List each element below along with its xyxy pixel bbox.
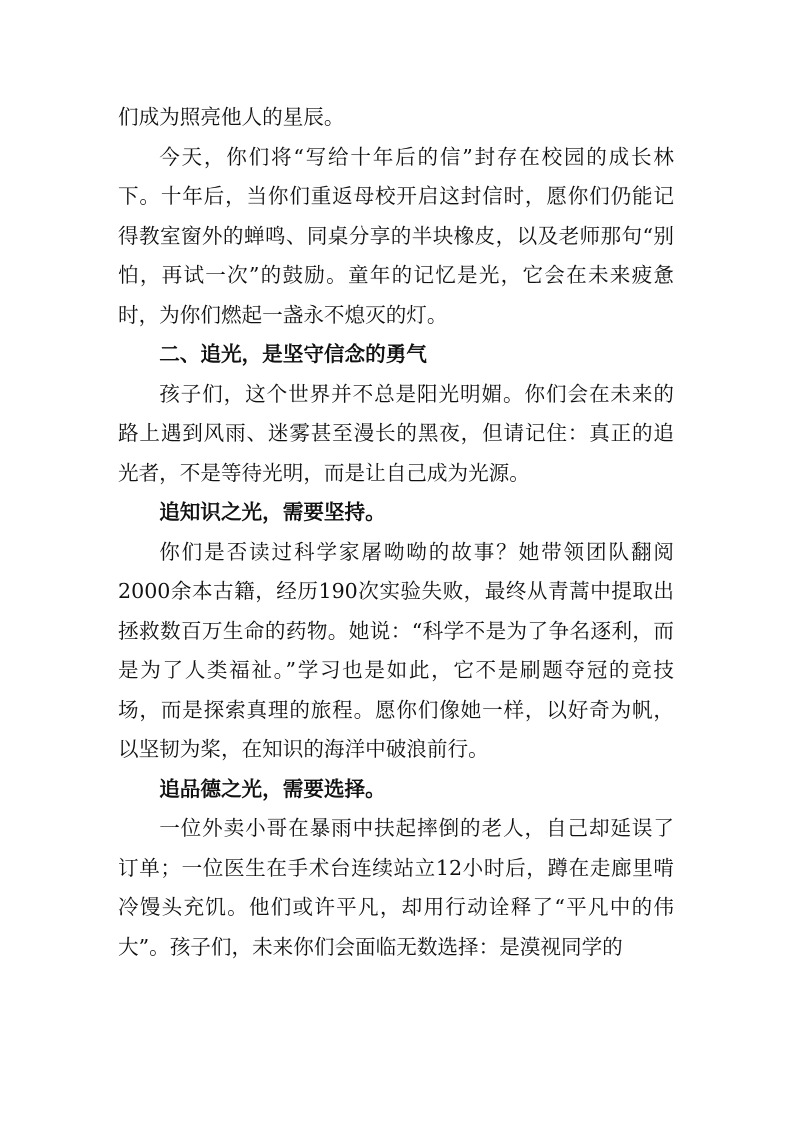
paragraph-tu-youyou-story: 你们是否读过科学家屠呦呦的故事？她带领团队翻阅2000余本古籍，经历190次实验失败，最终从青蒿中提取出拯救数百万生命的药物。她说：“科学不是为了争名逐利，而是为了人类福祉。”学习也是如此，它不是刷题夺冠的竞技场，而是探索真理的旅程。愿你们像她一样，以好奇为帆，以坚韧为桨，在知识的海洋中破浪前行。 (118, 539, 674, 761)
paragraph-world-not-always-sunny: 孩子们，这个世界并不总是阳光明媚。你们会在未来的路上遇到风雨、迷雾甚至漫长的黑夜，但请记住：真正的追光者，不是等待光明，而是让自己成为光源。 (118, 381, 674, 485)
subheading-knowledge-light: 追知识之光，需要坚持。 (159, 500, 386, 524)
section-heading-chasing-light: 二、追光，是坚守信念的勇气 (159, 342, 427, 366)
paragraph-letter-to-future: 今天，你们将“写给十年后的信”封存在校园的成长林下。十年后，当你们重返母校开启这封信时，愿你们仍能记得教室窗外的蝉鸣、同桌分享的半块橡皮，以及老师那句“别怕，再试一次”的鼓励。童年的记忆是光，它会在未来疲惫时，为你们燃起一盏永不熄灭的灯。 (118, 144, 674, 327)
paragraph-ordinary-greatness: 一位外卖小哥在暴雨中扶起摔倒的老人，自己却延误了订单；一位医生在手术台连续站立12小时后，蹲在走廊里啃冷馒头充饥。他们或许平凡，却用行动诠释了“平凡中的伟大”。孩子们，未来你们会面临无数选择：是漠视同学的 (118, 816, 674, 959)
subheading-morality-light: 追品德之光，需要选择。 (159, 776, 386, 801)
document-body (118, 98, 674, 967)
paragraph-continuation: 们成为照亮他人的星辰。 (118, 105, 345, 129)
